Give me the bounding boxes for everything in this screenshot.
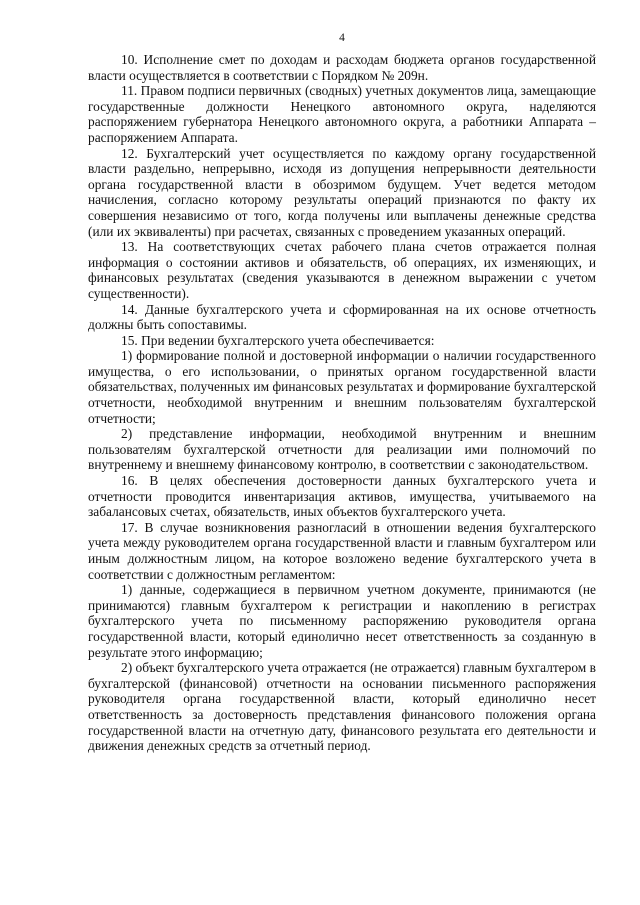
paragraph-17-item-2: 2) объект бухгалтерского учета отражается (не отражается) главным бухгалтером в бухгалтерской (финансовой) отчетности на основании письменного распоряжения руководителя органа государственной власти, который единолично несет ответственность за достоверность представления финансового положения органа государственной власти на отчетную дату, финансового результата его деятельности и движения денежных средств за отчетный период. bbox=[88, 660, 596, 754]
paragraph-17-item-1: 1) данные, содержащиеся в первичном учетном документе, принимаются (не принимаются) главным бухгалтером к регистрации и накоплению в регистрах бухгалтерского учета по письменному распоряжению руководителя органа государственной власти, который единолично несет ответственность за созданную в результате этого информацию; bbox=[88, 582, 596, 660]
document-body bbox=[88, 52, 596, 754]
paragraph-10: 10. Исполнение смет по доходам и расходам бюджета органов государственной власти осуществляется в соответствии с Порядком № 209н. bbox=[88, 52, 596, 83]
paragraph-11: 11. Правом подписи первичных (сводных) учетных документов лица, замещающие государственные должности Ненецкого автономного округа, наделяются распоряжением губернатора Ненецкого автономного округа, а работники Аппарата – распоряжением Аппарата. bbox=[88, 83, 596, 145]
paragraph-15: 15. При ведении бухгалтерского учета обеспечивается: bbox=[121, 332, 435, 348]
paragraph-13: 13. На соответствующих счетах рабочего плана счетов отражается полная информация о состоянии активов и обязательств, об операциях, их изменяющих, и финансовых результатах (сведения указываются в денежном выражении с учетом существенности). bbox=[88, 239, 596, 301]
document-page bbox=[88, 0, 596, 905]
paragraph-16: 16. В целях обеспечения достоверности данных бухгалтерского учета и отчетности проводится инвентаризация активов, имущества, учитываемого на забалансовых счетах, обязательств, иных объектов бухгалтерского учета. bbox=[88, 473, 596, 520]
paragraph-15-item-1: 1) формирование полной и достоверной информации о наличии государственного имущества, о его использовании, о принятых органом государственной власти обязательствах, полученных им финансовых результатах и формирование бухгалтерской отчетности, необходимой внутренним и внешним пользователям бухгалтерской отчетности; bbox=[88, 348, 596, 426]
paragraph-17: 17. В случае возникновения разногласий в отношении ведения бухгалтерского учета между руководителем органа государственной власти и главным бухгалтером или иным должностным лицом, на которое возложено ведение бухгалтерского учета в соответствии с должностным регламентом: bbox=[88, 519, 596, 582]
paragraph-12: 12. Бухгалтерский учет осуществляется по каждому органу государственной власти раздельно, непрерывно, исходя из допущения непрерывности деятельности органа государственной власти в обозримом будущем. Учет ведется методом начисления, согласно которому результаты операций признаются по факту их совершения независимо от того, когда получены или выплачены денежные средства (или их эквиваленты) при расчетах, связанных с проведением указанных операций. bbox=[88, 145, 596, 239]
page-number: 4 bbox=[339, 32, 345, 44]
paragraph-14: 14. Данные бухгалтерского учета и сформированная на их основе отчетность должны быть сопоставимы. bbox=[88, 301, 596, 333]
paragraph-15-item-2: 2) представление информации, необходимой внутренним и внешним пользователям бухгалтерской отчетности для реализации ими полномочий по внутреннему и внешнему финансовому контролю, в соответствии с законодательством. bbox=[88, 426, 596, 473]
